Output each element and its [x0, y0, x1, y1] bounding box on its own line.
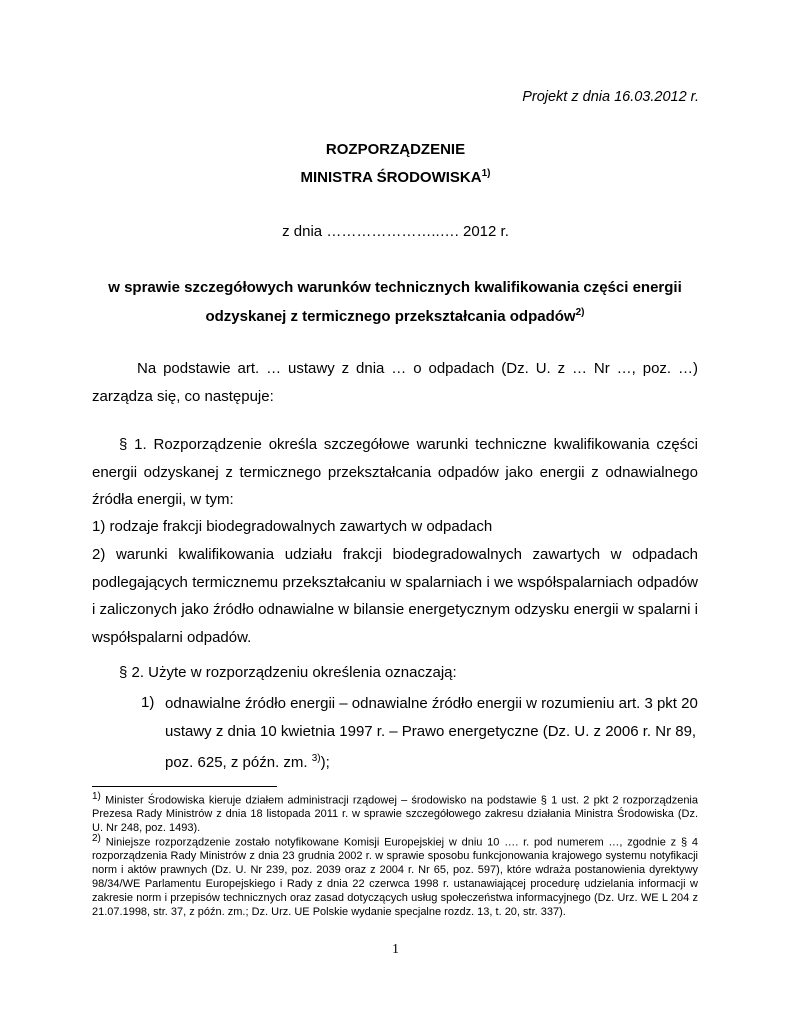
footnote-1: [92, 790, 698, 836]
footnote-separator: [92, 786, 277, 787]
section-2-intro: § 2. Użyte w rozporządzeniu określenia oznaczają:: [119, 664, 457, 681]
section-1-item-2: 2) warunki kwalifikowania udziału frakcji biodegradowalnych zawartych w odpadach podlegających termicznemu przekształcaniu w spalarniach i we współspalarniach odpadów i zaliczonych jako źródło odnawialne w bilansie energetycznym odzysku energii w spalarni i współspalarni odpadów.: [92, 546, 698, 646]
draft-note: Projekt z dnia 16.03.2012 r.: [522, 89, 699, 105]
section-1-item-1: 1) rodzaje frakcji biodegradowalnych zawartych w odpadach: [92, 518, 493, 535]
document-subject: [92, 275, 698, 329]
legal-basis-paragraph: Na podstawie art. … ustawy z dnia … o odpadach (Dz. U. z … Nr …, poz. …) zarządza się, co następuje:: [92, 360, 698, 405]
footnote-1-mark: 1): [92, 791, 101, 802]
definition-1-text: [165, 690, 698, 777]
subject-text: w sprawie szczegółowych warunków technicznych kwalifikowania części energii odzyskanej z termicznego przekształcania odpadów: [108, 279, 682, 325]
footnote-2: [92, 832, 698, 919]
footnote-2-mark: 2): [92, 833, 101, 844]
authority-text: MINISTRA ŚRODOWISKA: [300, 169, 482, 186]
definition-1-end: );: [320, 754, 330, 771]
footnote-ref-3: 3): [311, 753, 321, 764]
footnote-1-text: Minister Środowiska kieruje działem administracji rządowej – środowisko na podstawie § 1 ust. 2 pkt 2 rozporządzenia Prezesa Rady Ministrów z dnia 18 listopada 2011 r. w sprawie szczegółowego zakresu działania Ministra Środowiska (Dz. U. Nr 248, poz. 1493).: [92, 794, 698, 835]
date-line: z dnia …………………..…. 2012 r.: [282, 223, 509, 240]
definition-1-body: odnawialne źródło energii – odnawialne źródło energii w rozumieniu art. 3 pkt 20 ustawy z dnia 10 kwietnia 1997 r. – Prawo energetyczne (Dz. U. z 2006 r. Nr 89, poz. 625, z późn. zm.: [165, 695, 698, 771]
section-1-intro: § 1. Rozporządzenie określa szczegółowe warunki techniczne kwalifikowania części energii odzyskanej z termicznego przekształcania odpadów jako energii z odnawialnego źródła energii, w tym:: [92, 436, 698, 508]
definition-1-number: 1): [141, 694, 155, 711]
footnote-ref-2: 2): [575, 307, 585, 318]
document-authority: [0, 168, 791, 186]
page-number: 1: [392, 942, 399, 957]
document-title: ROZPORZĄDZENIE: [325, 141, 466, 158]
footnote-2-text: Niniejsze rozporządzenie zostało notyfikowane Komisji Europejskiej w dniu 10 …. r. pod numerem …, zgodnie z § 4 rozporządzenia Rady Ministrów z dnia 23 grudnia 2002 r. w sprawie sposobu funkcjonowania krajowego systemu notyfikacji norm i aktów prawnych (Dz. U. Nr 239, poz. 2039 oraz z 2004 r. Nr 65, poz. 597), które wdraża postanowienia dyrektywy 98/34/WE Parlamentu Europejskiego i Rady z dnia 22 czerwca 1998 r. ustanawiającej procedurę udzielania informacji w zakresie norm i przepisów technicznych oraz zasad dotyczących usług społeczeństwa informacyjnego (Dz. Urz. WE L 204 z 21.07.1998, str. 37, z późn. zm.; Dz. Urz. UE Polskie wydanie specjalne rozdz. 13, t. 20, str. 337).: [92, 836, 698, 918]
footnote-ref-1: 1): [481, 168, 491, 179]
